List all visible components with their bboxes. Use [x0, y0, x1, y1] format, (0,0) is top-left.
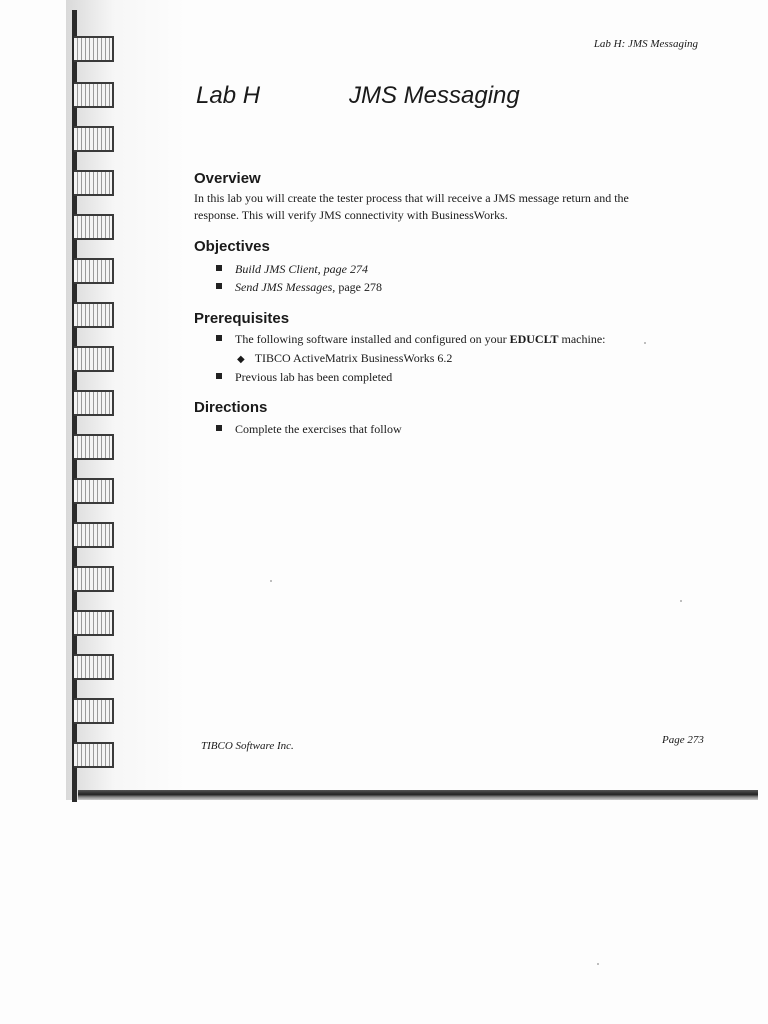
objective-item [216, 262, 368, 277]
prerequisite-item [216, 332, 606, 347]
spiral-coil [74, 434, 114, 460]
square-bullet-icon [216, 265, 222, 271]
spiral-coil [74, 82, 114, 108]
objective-title: Build JMS Client, [235, 262, 321, 276]
overview-text [194, 190, 674, 224]
prerequisite-item [216, 370, 392, 385]
objective-page: page 278 [338, 280, 382, 294]
prerequisite-subitem [237, 351, 452, 366]
lab-title: Lab H [196, 82, 261, 109]
spiral-coil [74, 390, 114, 416]
machine-name: EDUCLT [509, 332, 559, 346]
diamond-bullet-icon: ◆ [237, 354, 245, 365]
lab-name: JMS Messaging [349, 82, 520, 109]
spiral-coil [74, 302, 114, 328]
objectives-heading: Objectives [194, 238, 270, 255]
prerequisites-heading: Prerequisites [194, 310, 290, 327]
scan-speck [597, 963, 599, 965]
spiral-coil [74, 126, 114, 152]
spiral-coil [74, 522, 114, 548]
scan-speck [644, 342, 646, 344]
spiral-coil [74, 346, 114, 372]
spiral-coil [74, 698, 114, 724]
spiral-coil [74, 566, 114, 592]
overview-line: response. This will verify JMS connectivity with BusinessWorks. [194, 208, 508, 222]
spiral-coil [74, 170, 114, 196]
directions-heading: Directions [194, 399, 268, 416]
direction-text: Complete the exercises that follow [235, 422, 402, 436]
spiral-coil [74, 214, 114, 240]
overview-heading: Overview [194, 170, 261, 187]
spiral-coil [74, 654, 114, 680]
page-bottom-edge [78, 790, 758, 800]
spiral-coil [74, 36, 114, 62]
square-bullet-icon [216, 283, 222, 289]
spiral-coil [74, 610, 114, 636]
square-bullet-icon [216, 335, 222, 341]
running-head: Lab H: JMS Messaging [593, 38, 698, 50]
footer-page-number: Page 273 [662, 734, 704, 746]
spiral-coil [74, 478, 114, 504]
software-name: TIBCO ActiveMatrix BusinessWorks 6.2 [254, 351, 453, 365]
spiral-binding [74, 0, 124, 800]
objective-item [216, 280, 382, 295]
scan-speck [680, 600, 682, 602]
prerequisite-text: Previous lab has been completed [235, 370, 393, 384]
objective-page: page 274 [323, 262, 368, 276]
square-bullet-icon [216, 373, 222, 379]
prerequisite-text: The following software installed and configured on your [235, 332, 507, 346]
footer-company: TIBCO Software Inc. [201, 740, 294, 752]
prerequisite-suffix: machine: [561, 332, 606, 346]
spiral-coil [74, 742, 114, 768]
scan-speck [270, 580, 272, 582]
objective-title: Send JMS Messages, [235, 280, 336, 294]
spiral-coil [74, 258, 114, 284]
overview-line: In this lab you will create the tester process that will receive a JMS message return and the [194, 191, 629, 205]
square-bullet-icon [216, 425, 222, 431]
direction-item [216, 422, 402, 437]
